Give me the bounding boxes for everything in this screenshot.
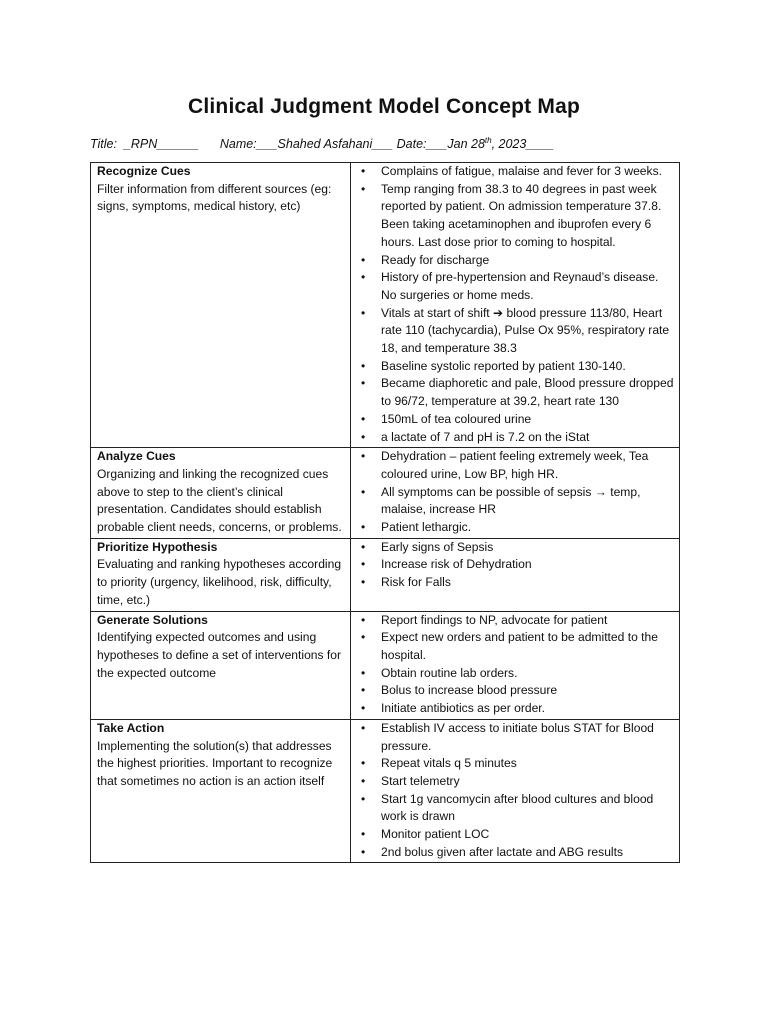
findings-list <box>357 612 674 718</box>
findings-list <box>357 163 674 446</box>
list-item: • 150mL of tea coloured urine <box>357 411 674 429</box>
title-value: _RPN______ <box>123 137 199 152</box>
list-item: • Became diaphoretic and pale, Blood pressure dropped to 96/72, temperature at 39.2, heart rate 130 <box>357 375 674 410</box>
findings-list <box>357 720 674 862</box>
list-item: • Ready for discharge <box>357 252 674 270</box>
list-item: • Expect new orders and patient to be admitted to the hospital. <box>357 629 674 664</box>
list-item: • Report findings to NP, advocate for patient <box>357 612 674 630</box>
list-item: • Vitals at start of shift ➔ blood pressure 113/80, Heart rate 110 (tachycardia), Pulse Ox 95%, respiratory rate 18, and temperature 38.3 <box>357 305 674 358</box>
list-item: • Early signs of Sepsis <box>357 539 674 557</box>
list-item: • Establish IV access to initiate bolus STAT for Blood pressure. <box>357 720 674 755</box>
list-item: • Obtain routine lab orders. <box>357 665 674 683</box>
table-row-analyze-cues <box>91 448 680 539</box>
step-cell <box>91 538 351 611</box>
findings-cell <box>351 163 680 448</box>
step-cell <box>91 611 351 719</box>
findings-list <box>357 448 674 537</box>
findings-cell <box>351 538 680 611</box>
title-label: Title: <box>90 137 117 152</box>
step-cell <box>91 163 351 448</box>
list-item: • Monitor patient LOC <box>357 826 674 844</box>
step-name: Analyze Cues <box>97 449 176 464</box>
list-item: • Complains of fatigue, malaise and fever for 3 weeks. <box>357 163 674 181</box>
step-name: Take Action <box>97 720 165 735</box>
list-item: • Repeat vitals q 5 minutes <box>357 755 674 773</box>
list-item: • Increase risk of Dehydration <box>357 556 674 574</box>
list-item: • Baseline systolic reported by patient 130-140. <box>357 358 674 376</box>
list-item: • Temp ranging from 38.3 to 40 degrees in past week reported by patient. On admission temperature 37.8. Been taking acetaminophen and ibuprofen every 6 hours. Last dose prior to coming to hospital. <box>357 181 674 252</box>
list-item: • Start telemetry <box>357 773 674 791</box>
step-description: Implementing the solution(s) that addresses the highest priorities. Important to recognize that sometimes no action is an action itself <box>97 738 333 788</box>
list-item: • Risk for Falls <box>357 574 674 592</box>
step-cell <box>91 448 351 539</box>
table-row-recognize-cues <box>91 163 680 448</box>
list-item: • Patient lethargic. <box>357 519 674 537</box>
list-item: • Dehydration – patient feeling extremely week, Tea coloured urine, Low BP, high HR. <box>357 448 674 483</box>
list-item: • 2nd bolus given after lactate and ABG results <box>357 844 674 862</box>
list-item: • Initiate antibiotics as per order. <box>357 700 674 718</box>
table-row-generate-solutions <box>91 611 680 719</box>
list-item: • History of pre-hypertension and Reynaud’s disease. No surgeries or home meds. <box>357 269 674 304</box>
list-item: • a lactate of 7 and pH is 7.2 on the iStat <box>357 429 674 447</box>
date-label: Date: <box>396 137 427 152</box>
step-name: Recognize Cues <box>97 164 191 178</box>
date-value-pre: ___Jan 28 <box>426 137 485 152</box>
name-label: Name: <box>219 137 257 152</box>
date-sup: th <box>484 136 492 145</box>
findings-list <box>357 539 674 592</box>
step-description: Filter information from different sources (eg: signs, symptoms, medical history, etc) <box>97 181 332 214</box>
name-value: ___Shahed Asfahani___ <box>256 137 394 152</box>
date-value-post: , 2023____ <box>491 137 555 152</box>
meta-line <box>90 136 554 151</box>
step-name: Generate Solutions <box>97 612 208 627</box>
step-description: Organizing and linking the recognized cues above to step to the client’s clinical presentation. Candidates should establish probable client needs, concerns, or problems. <box>97 466 342 535</box>
findings-cell <box>351 611 680 719</box>
step-name: Prioritize Hypothesis <box>97 539 218 554</box>
step-description: Evaluating and ranking hypotheses according to priority (urgency, likelihood, risk, difficulty, time, etc.) <box>97 557 342 607</box>
table-row-prioritize-hypothesis <box>91 538 680 611</box>
page-title: Clinical Judgment Model Concept Map <box>187 95 581 118</box>
step-description: Identifying expected outcomes and using hypotheses to define a set of interventions for the expected outcome <box>97 630 342 680</box>
findings-cell <box>351 719 680 863</box>
list-item: • Start 1g vancomycin after blood cultures and blood work is drawn <box>357 791 674 826</box>
step-cell <box>91 719 351 863</box>
table-row-take-action <box>91 719 680 863</box>
concept-map-table <box>90 162 680 863</box>
list-item: • All symptoms can be possible of sepsis → temp, malaise, increase HR <box>357 484 674 519</box>
findings-cell <box>351 448 680 539</box>
list-item: • Bolus to increase blood pressure <box>357 682 674 700</box>
